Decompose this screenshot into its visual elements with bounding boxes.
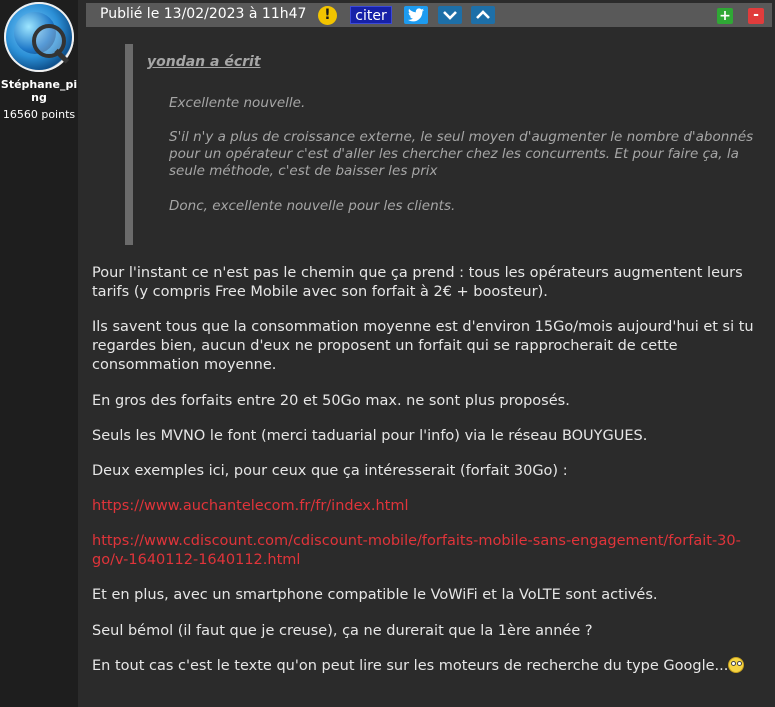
quote-author[interactable]: yondan a écrit [147, 54, 261, 70]
quote-line: Excellente nouvelle. [169, 95, 306, 111]
link-auchantelecom[interactable]: https://www.auchantelecom.fr/fr/index.html [92, 498, 409, 514]
plus-icon: + [719, 8, 731, 24]
message-paragraph-last [92, 657, 764, 676]
message-paragraph: Et en plus, avec un smartphone compatible le VoWiFi et la VoLTE sont activés. [92, 587, 658, 603]
scroll-up-button[interactable] [471, 6, 495, 24]
message-paragraph: Deux exemples ici, pour ceux que ça intéresserait (forfait 30Go) : [92, 463, 568, 479]
message-paragraph: Ils savent tous que la consommation moyenne est d'environ 15Go/mois aujourd'hui et si tu regardes bien, aucun d'eux ne proposent un forfait qui se rapprocherait de cette consommation moyenne. [92, 319, 754, 373]
upvote-button[interactable] [717, 8, 733, 24]
user-points: 16560 points [2, 108, 76, 121]
message-paragraph: Pour l'instant ce n'est pas le chemin que ça prend : tous les opérateurs augmentent leurs tarifs (y compris Free Mobile avec son forfait à 2€ + boosteur). [92, 265, 743, 300]
link-cdiscount[interactable]: https://www.cdiscount.com/cdiscount-mobile/forfaits-mobile-sans-engagement/forfait-30-go/v-1640112-1640112.html [92, 533, 741, 568]
twitter-icon [408, 8, 424, 22]
scroll-down-button[interactable] [438, 6, 462, 24]
minus-icon: - [753, 7, 759, 23]
message-paragraph: Seul bémol (il faut que je creuse), ça ne durerait que la 1ère année ? [92, 623, 593, 639]
user-column [0, 0, 78, 707]
report-button[interactable] [318, 6, 337, 25]
rolling-eyes-emoji-icon [728, 657, 744, 673]
chevron-down-icon [443, 10, 457, 20]
twitter-share-button[interactable] [404, 6, 428, 24]
quoted-message [125, 44, 761, 245]
quote-line: S'il n'y a plus de croissance externe, le seul moyen d'augmenter le nombre d'abonnés pour un opérateur c'est d'aller les chercher chez les concurrents. Et pour faire ça, la seule méthode, c'est de baisser les prix [169, 129, 754, 179]
warning-icon: ! [324, 7, 331, 23]
message-text: En tout cas c'est le texte qu'on peut lire sur les moteurs de recherche du type Google... [92, 658, 729, 674]
post-header [86, 3, 772, 27]
downvote-button[interactable] [748, 8, 764, 24]
message-paragraph: En gros des forfaits entre 20 et 50Go max. ne sont plus proposés. [92, 393, 570, 409]
quote-button[interactable]: citer [350, 6, 392, 24]
message-paragraph: Seuls les MVNO le font (merci taduarial pour l'info) via le réseau BOUYGUES. [92, 428, 648, 444]
chevron-up-icon [476, 10, 490, 20]
avatar[interactable] [4, 2, 74, 72]
quote-line: Donc, excellente nouvelle pour les clients. [169, 198, 456, 214]
username[interactable]: Stéphane_ping [0, 78, 78, 104]
post-date: Publié le 13/02/2023 à 11h47 [100, 6, 307, 22]
